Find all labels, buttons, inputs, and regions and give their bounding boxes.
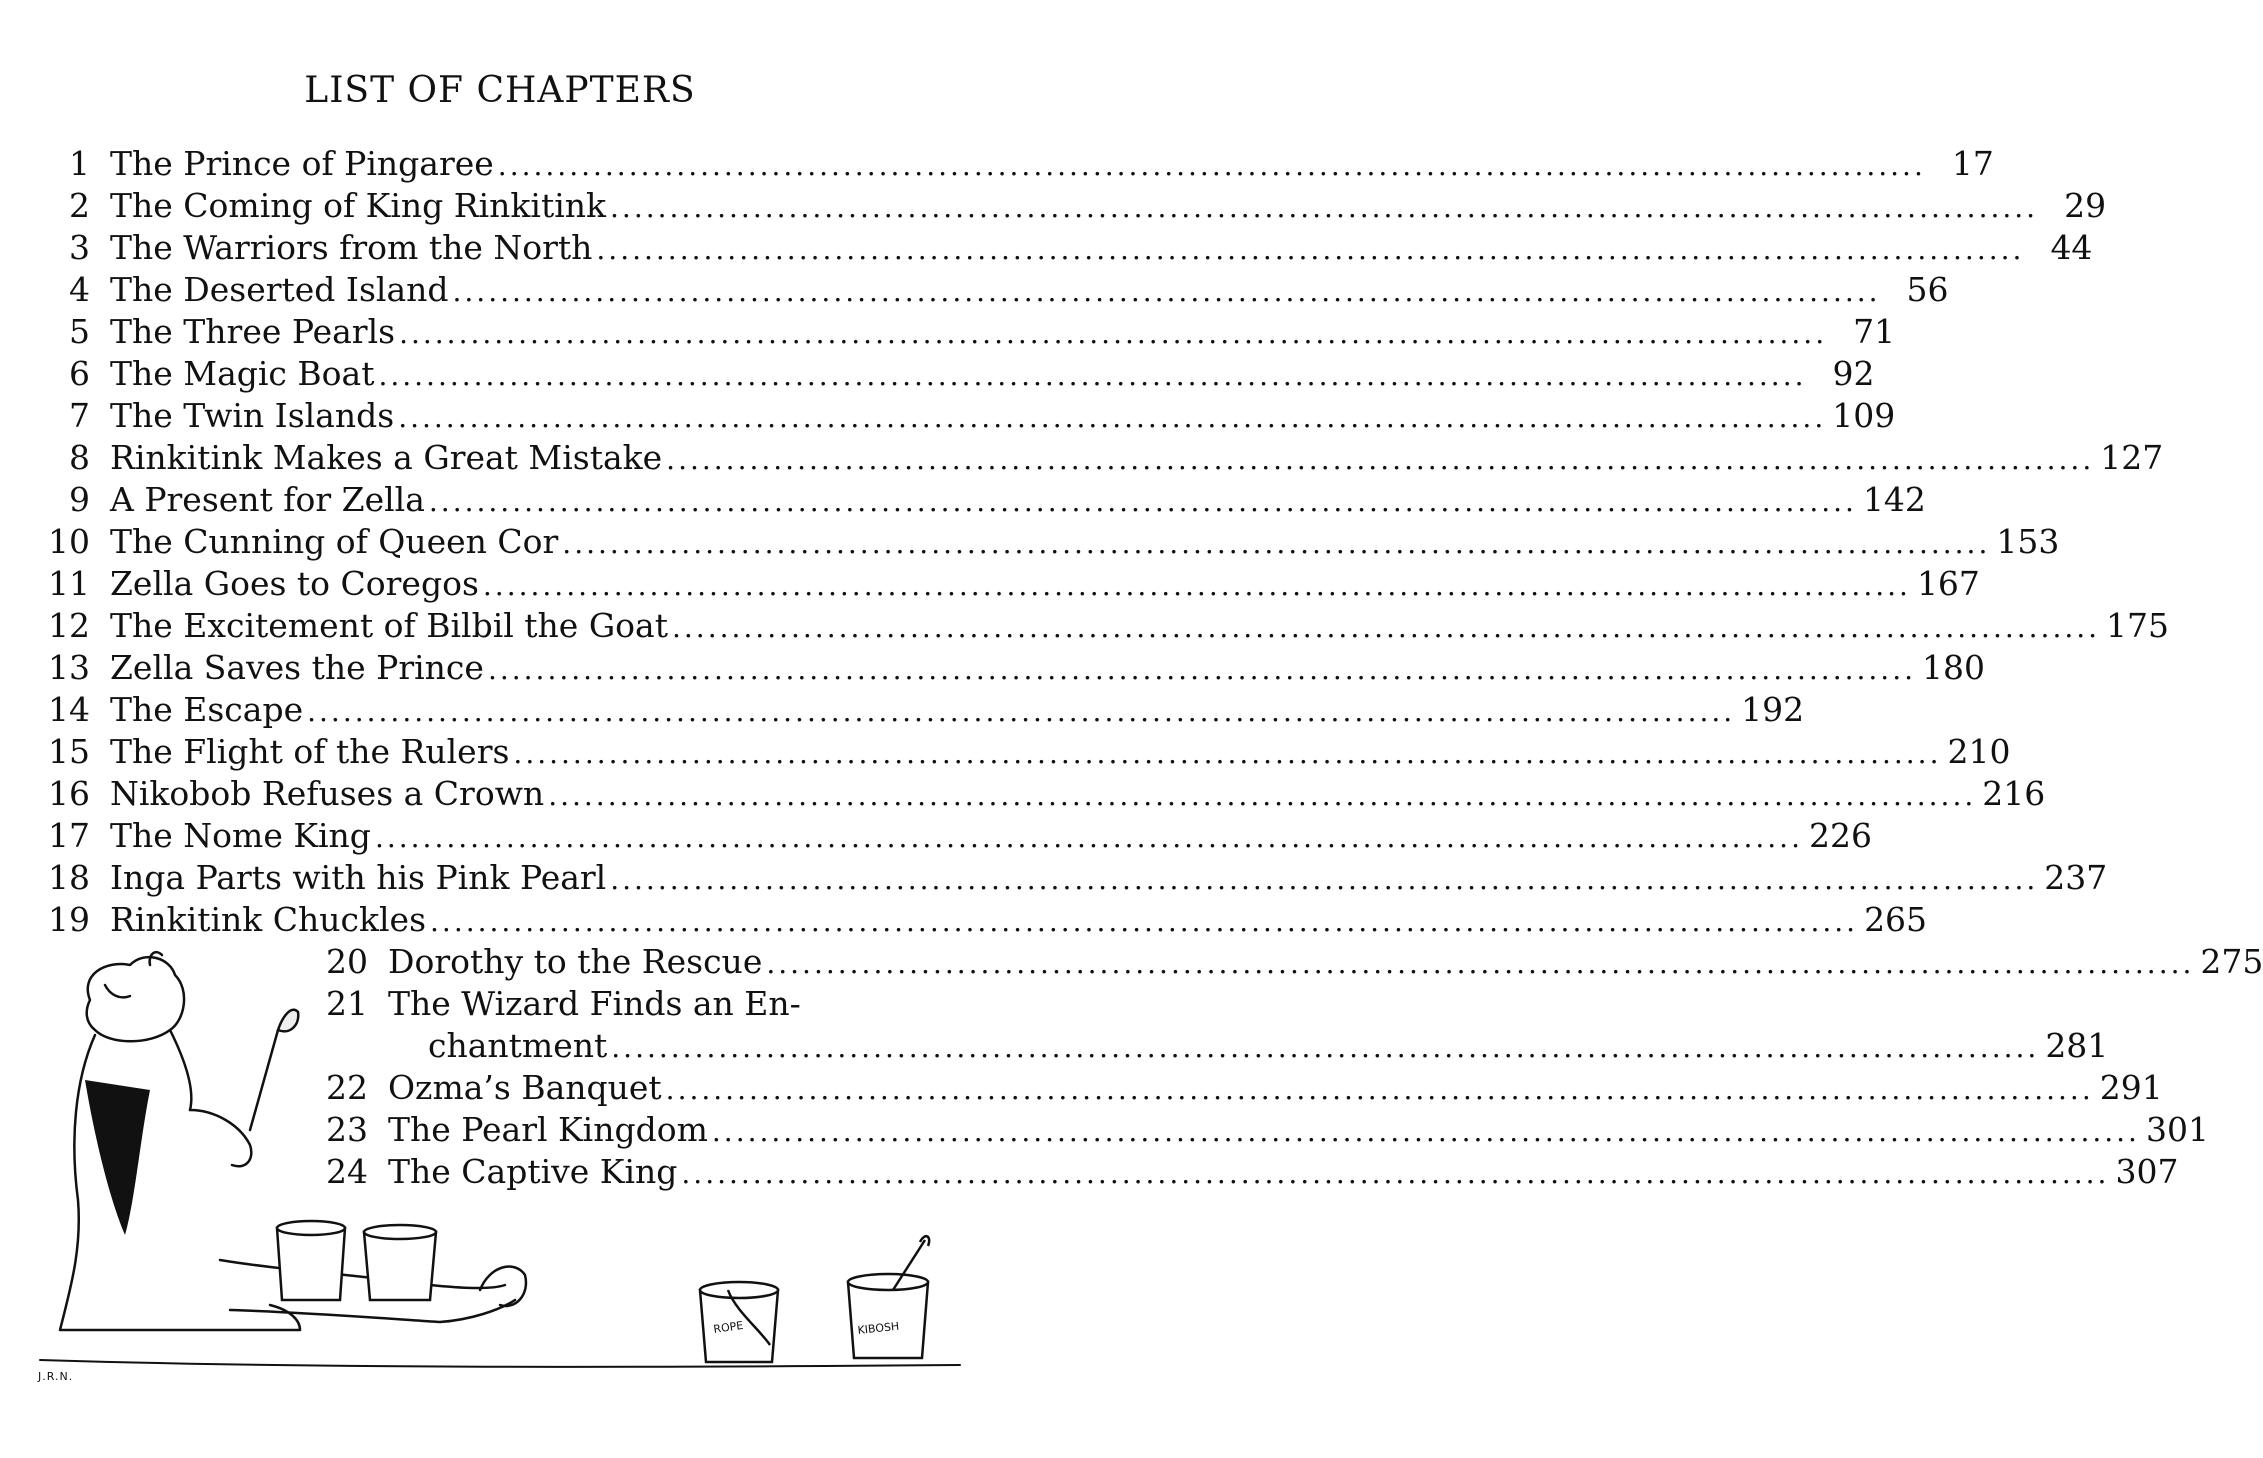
chapter-number: 16 — [48, 774, 90, 813]
chapter-title: The Pearl Kingdom — [388, 1110, 708, 1149]
chapter-page: 71 — [1853, 312, 1896, 351]
chapter-title: The Excitement of Bilbil the Goat — [110, 606, 668, 645]
chapter-number: 22 — [326, 1068, 368, 1107]
rope-bucket-label: ROPE — [712, 1318, 745, 1336]
dot-leader: ........................................................................................................................ — [665, 1073, 2094, 1106]
dot-leader: ........................................................................................................................ — [513, 737, 1942, 770]
chapter-title: The Wizard Finds an En- — [388, 984, 801, 1023]
chapter-title: The Magic Boat — [110, 354, 375, 393]
dot-leader: ........................................................................................................................ — [610, 863, 2039, 896]
chapter-number: 19 — [48, 900, 90, 939]
chapter-number: 9 — [69, 480, 90, 519]
chapter-page: 180 — [1922, 648, 1985, 687]
chapter-title: The Warriors from the North — [110, 228, 593, 267]
chapter-page: 275 — [2200, 942, 2263, 981]
dot-leader: ........................................................................................................................ — [374, 821, 1803, 854]
dot-leader: ........................................................................................................................ — [487, 653, 1916, 686]
chapter-page: 29 — [2064, 186, 2107, 225]
dot-leader: ........................................................................................................................ — [399, 317, 1828, 350]
chapter-title: Zella Saves the Prince — [110, 648, 484, 687]
chapter-page: 175 — [2106, 606, 2170, 645]
dot-leader: ........................................................................................................................ — [548, 779, 1977, 812]
chapter-number: 17 — [48, 816, 90, 855]
dot-leader: ........................................................................................................................ — [452, 275, 1881, 308]
chapter-number: 13 — [48, 648, 90, 687]
chapter-number: 11 — [48, 564, 90, 603]
chapter-page: 56 — [1906, 270, 1949, 309]
chapter-number: 14 — [48, 690, 90, 729]
chapter-number: 18 — [48, 858, 90, 897]
dot-leader: ........................................................................................................................ — [681, 1157, 2110, 1190]
chapter-title: A Present for Zella — [110, 480, 425, 519]
chapter-page: 192 — [1741, 690, 1805, 729]
chapter-title: Dorothy to the Rescue — [388, 942, 763, 981]
dot-leader: ........................................................................................................................ — [672, 611, 2101, 644]
chapter-number: 21 — [326, 984, 368, 1023]
dot-leader: ........................................................................................................................ — [497, 149, 1926, 182]
chapter-title: Ozma’s Banquet — [388, 1068, 662, 1107]
chapter-title: Rinkitink Makes a Great Mistake — [110, 438, 663, 477]
chapter-page: 291 — [2099, 1068, 2163, 1107]
chapter-page: 307 — [2115, 1152, 2179, 1191]
chapter-number: 3 — [69, 228, 90, 267]
dot-leader: ........................................................................................................................ — [562, 527, 1991, 560]
dot-leader: ........................................................................................................................ — [711, 1115, 2140, 1148]
dot-leader: ........................................................................................................................ — [430, 905, 1859, 938]
kibosh-bucket-label: KIBOSH — [856, 1319, 900, 1337]
dot-leader: ........................................................................................................................ — [596, 233, 2025, 266]
chapter-number: 2 — [69, 186, 90, 225]
chapter-title: The Cunning of Queen Cor — [110, 522, 559, 561]
chapter-page: 167 — [1916, 564, 1980, 603]
chapter-page: 265 — [1864, 900, 1928, 939]
chapter-title: Nikobob Refuses a Crown — [110, 774, 545, 813]
chapter-title: The Flight of the Rulers — [110, 732, 510, 771]
chapter-number: 7 — [69, 396, 90, 435]
chapter-page: 142 — [1862, 480, 1926, 519]
chapter-title: Zella Goes to Coregos — [110, 564, 479, 603]
dot-leader: ........................................................................................................................ — [428, 485, 1857, 518]
chapter-number: 4 — [69, 270, 90, 309]
chapter-title: The Captive King — [388, 1152, 678, 1191]
chapter-number: 20 — [326, 942, 368, 981]
chapter-title: The Coming of King Rinkitink — [110, 186, 607, 225]
chapter-number: 6 — [69, 354, 90, 393]
chapter-page: 210 — [1947, 732, 2011, 771]
artist-initials: J.R.N. — [38, 1370, 74, 1383]
chapter-number: 12 — [48, 606, 90, 645]
dot-leader: ........................................................................................................................ — [482, 569, 1911, 602]
chapter-title: The Three Pearls — [110, 312, 396, 351]
chapter-page: 17 — [1951, 144, 1994, 183]
chapter-page: 127 — [2100, 438, 2164, 477]
chapter-page: 301 — [2145, 1110, 2209, 1149]
chapter-number: 24 — [326, 1152, 368, 1191]
dot-leader: ........................................................................................................................ — [378, 359, 1807, 392]
painter-illustration — [0, 0, 1000, 1458]
chapter-page: 237 — [2044, 858, 2108, 897]
chapter-page: 281 — [2045, 1026, 2109, 1065]
chapter-title: Inga Parts with his Pink Pearl — [110, 858, 607, 897]
dot-leader: ........................................................................................................................ — [398, 401, 1827, 434]
chapter-number: 15 — [48, 732, 90, 771]
chapter-title-continued: chantment — [428, 1026, 608, 1065]
dot-leader: ........................................................................................................................ — [307, 695, 1736, 728]
page-title: LIST OF CHAPTERS — [304, 70, 696, 111]
chapter-page: 153 — [1996, 522, 2060, 561]
dot-leader: ........................................................................................................................ — [611, 1031, 2040, 1064]
chapter-number: 23 — [326, 1110, 368, 1149]
dot-leader: ........................................................................................................................ — [766, 947, 2195, 980]
dot-leader: ........................................................................................................................ — [666, 443, 2095, 476]
chapter-page: 216 — [1982, 774, 2046, 813]
chapter-number: 8 — [69, 438, 90, 477]
chapter-title: The Deserted Island — [110, 270, 449, 309]
chapter-page: 44 — [2050, 228, 2093, 267]
chapter-number: 1 — [69, 144, 90, 183]
dot-leader: ........................................................................................................................ — [610, 191, 2039, 224]
chapter-title: The Prince of Pingaree — [110, 144, 494, 183]
chapter-page: 226 — [1808, 816, 1872, 855]
chapter-page: 109 — [1832, 396, 1896, 435]
chapter-title: The Nome King — [110, 816, 371, 855]
chapter-number: 5 — [69, 312, 90, 351]
chapter-number: 10 — [48, 522, 90, 561]
chapter-title: Rinkitink Chuckles — [110, 900, 427, 939]
chapter-page: 92 — [1832, 354, 1875, 393]
chapter-title: The Escape — [110, 690, 304, 729]
chapter-title: The Twin Islands — [110, 396, 395, 435]
